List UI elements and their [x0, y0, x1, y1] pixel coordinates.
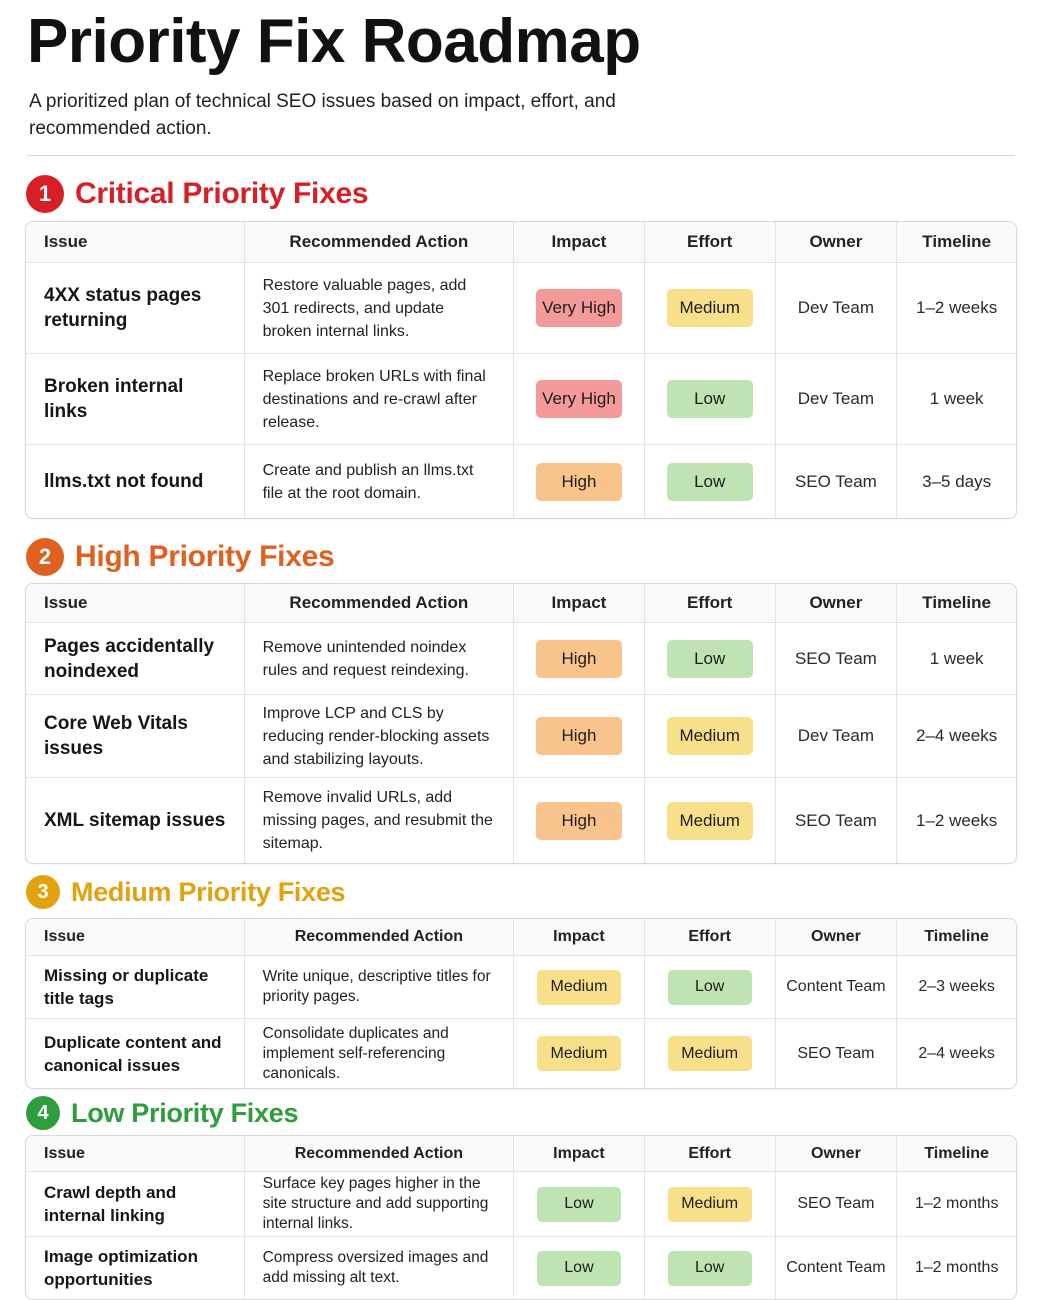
table-row	[26, 1018, 1016, 1088]
cell-action	[244, 695, 513, 777]
column-header-action: Recommended Action	[244, 1136, 513, 1171]
recommended-action: Consolidate duplicates and implement self-referencing canonicals.	[262, 1024, 449, 1082]
table-row	[26, 622, 1016, 694]
cell-owner	[775, 1019, 897, 1088]
column-header-effort: Effort	[644, 584, 775, 622]
cell-timeline	[896, 695, 1016, 777]
cell-issue	[26, 956, 244, 1018]
effort-badge: Medium	[668, 1187, 752, 1222]
cell-impact	[513, 445, 644, 518]
recommended-action: Replace broken URLs with final destinations and re-crawl after release.	[262, 367, 486, 431]
cell-owner	[775, 956, 897, 1018]
cell-action	[244, 623, 513, 694]
effort-badge: Medium	[667, 802, 753, 840]
cell-impact	[513, 695, 644, 777]
cell-impact	[513, 778, 644, 863]
owner-text: SEO Team	[797, 1195, 875, 1212]
owner-text: Dev Team	[797, 726, 874, 745]
issue-name: Image optimization opportunities	[44, 1247, 198, 1289]
title-divider	[27, 155, 1015, 156]
cell-timeline	[896, 778, 1016, 863]
table-row	[26, 1171, 1016, 1236]
cell-action	[244, 1019, 513, 1088]
owner-text: Dev Team	[797, 298, 874, 317]
effort-badge: Low	[668, 1251, 752, 1286]
column-header-issue: Issue	[44, 928, 85, 945]
cell-effort	[644, 1237, 775, 1299]
section-number-badge: 1	[26, 175, 64, 213]
issue-name: Pages accidentally noindexed	[44, 635, 215, 682]
page-title: Priority Fix Roadmap	[27, 7, 641, 76]
column-header-owner: Owner	[775, 919, 897, 955]
column-header-timeline: Timeline	[896, 584, 1016, 622]
recommended-action: Restore valuable pages, add 301 redirects, and update broken internal links.	[262, 276, 467, 340]
table-row	[26, 694, 1016, 777]
timeline-text: 1 week	[929, 648, 984, 668]
impact-badge: Very High	[536, 380, 622, 418]
cell-issue	[26, 445, 244, 518]
cell-issue	[26, 1019, 244, 1088]
owner-text: SEO Team	[794, 648, 877, 668]
column-header-effort: Effort	[644, 222, 775, 262]
impact-badge: Low	[537, 1251, 621, 1286]
issue-name: Broken internal links	[44, 376, 184, 422]
cell-effort	[644, 695, 775, 777]
section-title: High Priority Fixes	[75, 540, 335, 573]
recommended-action: Remove invalid URLs, add missing pages, and resubmit the sitemap.	[262, 789, 493, 852]
cell-action	[244, 956, 513, 1018]
cell-owner	[775, 778, 897, 863]
cell-issue	[26, 1237, 244, 1299]
priority-table	[25, 221, 1017, 519]
recommended-action: Remove unintended noindex rules and request reindexing.	[262, 638, 469, 679]
effort-badge: Medium	[668, 1036, 752, 1071]
issue-name: Missing or duplicate title tags	[44, 966, 209, 1008]
impact-badge: High	[536, 463, 622, 501]
cell-effort	[644, 623, 775, 694]
impact-badge: Medium	[537, 970, 621, 1005]
owner-text: SEO Team	[794, 810, 877, 830]
cell-timeline	[896, 445, 1016, 518]
cell-effort	[644, 263, 775, 353]
timeline-text: 3–5 days	[922, 471, 992, 491]
section-header	[26, 175, 368, 213]
timeline-text: 1–2 weeks	[915, 810, 998, 830]
table-row	[26, 262, 1016, 353]
cell-impact	[513, 1237, 644, 1299]
page-subtitle: A prioritized plan of technical SEO issues based on impact, effort, and recommended action.	[29, 91, 616, 139]
section-title: Low Priority Fixes	[71, 1097, 299, 1128]
effort-badge: Low	[667, 380, 753, 418]
cell-owner	[775, 263, 897, 353]
column-header-owner: Owner	[775, 222, 897, 262]
recommended-action: Create and publish an llms.txt file at the root domain.	[262, 461, 474, 502]
impact-badge: High	[536, 640, 622, 678]
timeline-text: 2–3 weeks	[918, 978, 995, 995]
column-header-impact: Impact	[513, 919, 644, 955]
timeline-text: 2–4 weeks	[918, 1044, 995, 1062]
section-header	[26, 1096, 298, 1130]
timeline-text: 1 week	[929, 389, 984, 408]
cell-effort	[644, 778, 775, 863]
impact-badge: Very High	[536, 289, 622, 327]
cell-effort	[644, 956, 775, 1018]
priority-table	[25, 583, 1017, 864]
column-header-effort: Effort	[644, 919, 775, 955]
issue-name: llms.txt not found	[44, 471, 204, 492]
impact-badge: Medium	[537, 1036, 621, 1071]
table-row	[26, 1236, 1016, 1299]
cell-impact	[513, 1019, 644, 1088]
cell-timeline	[896, 1172, 1016, 1236]
cell-action	[244, 1237, 513, 1299]
table-header-row	[26, 584, 1016, 622]
cell-action	[244, 778, 513, 863]
column-header-owner: Owner	[775, 584, 897, 622]
timeline-text: 1–2 weeks	[915, 298, 998, 317]
issue-name: XML sitemap issues	[44, 810, 226, 831]
cell-impact	[513, 354, 644, 444]
cell-action	[244, 263, 513, 353]
owner-text: SEO Team	[794, 471, 877, 491]
cell-impact	[513, 263, 644, 353]
cell-action	[244, 1172, 513, 1236]
table-header-row	[26, 919, 1016, 955]
cell-effort	[644, 1172, 775, 1236]
issue-name: Core Web Vitals issues	[44, 713, 188, 759]
cell-timeline	[896, 623, 1016, 694]
cell-action	[244, 354, 513, 444]
impact-badge: High	[536, 717, 622, 755]
cell-timeline	[896, 1237, 1016, 1299]
recommended-action: Compress oversized images and add missing alt text.	[262, 1249, 489, 1286]
owner-text: Content Team	[786, 1259, 886, 1276]
timeline-text: 1–2 months	[914, 1195, 999, 1212]
cell-issue	[26, 695, 244, 777]
table-row	[26, 777, 1016, 863]
effort-badge: Medium	[667, 717, 753, 755]
column-header-impact: Impact	[513, 1136, 644, 1171]
column-header-action: Recommended Action	[244, 584, 513, 622]
issue-name: Crawl depth and internal linking	[44, 1183, 177, 1225]
cell-impact	[513, 623, 644, 694]
column-header-owner: Owner	[775, 1136, 897, 1171]
issue-name: 4XX status pages returning	[44, 285, 202, 331]
effort-badge: Low	[668, 970, 752, 1005]
table-header-row	[26, 1136, 1016, 1171]
table-row	[26, 353, 1016, 444]
column-header-timeline: Timeline	[896, 222, 1016, 262]
cell-issue	[26, 623, 244, 694]
cell-effort	[644, 354, 775, 444]
cell-impact	[513, 956, 644, 1018]
recommended-action: Improve LCP and CLS by reducing render-blocking assets and stabilizing layouts.	[262, 704, 490, 768]
section-header	[26, 875, 345, 909]
column-header-impact: Impact	[513, 222, 644, 262]
cell-owner	[775, 695, 897, 777]
effort-badge: Medium	[667, 289, 753, 327]
cell-effort	[644, 445, 775, 518]
column-header-impact: Impact	[513, 584, 644, 622]
owner-text: Dev Team	[797, 389, 874, 408]
impact-badge: Low	[537, 1187, 621, 1222]
recommended-action: Surface key pages higher in the site structure and add supporting internal links.	[262, 1175, 489, 1232]
timeline-text: 2–4 weeks	[915, 726, 998, 745]
cell-issue	[26, 1172, 244, 1236]
cell-timeline	[896, 1019, 1016, 1088]
column-header-timeline: Timeline	[896, 1136, 1016, 1171]
effort-badge: Low	[667, 463, 753, 501]
owner-text: Content Team	[786, 978, 886, 995]
column-header-action: Recommended Action	[244, 222, 513, 262]
cell-owner	[775, 623, 897, 694]
table-header-row	[26, 222, 1016, 262]
cell-owner	[775, 354, 897, 444]
column-header-effort: Effort	[644, 1136, 775, 1171]
priority-table	[25, 1135, 1017, 1300]
cell-timeline	[896, 354, 1016, 444]
column-header-issue: Issue	[44, 593, 88, 612]
cell-issue	[26, 354, 244, 444]
priority-table	[25, 918, 1017, 1089]
table-row	[26, 444, 1016, 518]
cell-timeline	[896, 956, 1016, 1018]
section-header	[26, 538, 334, 576]
table-row	[26, 955, 1016, 1018]
column-header-timeline: Timeline	[896, 919, 1016, 955]
effort-badge: Low	[667, 640, 753, 678]
cell-effort	[644, 1019, 775, 1088]
section-title: Critical Priority Fixes	[75, 177, 369, 210]
section-number-badge: 2	[26, 538, 64, 576]
column-header-issue: Issue	[44, 1144, 85, 1162]
section-number-badge: 3	[26, 875, 60, 909]
cell-owner	[775, 1237, 897, 1299]
cell-timeline	[896, 263, 1016, 353]
section-title: Medium Priority Fixes	[71, 876, 346, 907]
cell-owner	[775, 445, 897, 518]
cell-issue	[26, 778, 244, 863]
cell-action	[244, 445, 513, 518]
recommended-action: Write unique, descriptive titles for priority pages.	[262, 968, 491, 1005]
cell-impact	[513, 1172, 644, 1236]
impact-badge: High	[536, 802, 622, 840]
section-number-badge: 4	[26, 1096, 60, 1130]
column-header-issue: Issue	[44, 232, 88, 251]
timeline-text: 1–2 months	[914, 1259, 999, 1276]
cell-issue	[26, 263, 244, 353]
cell-owner	[775, 1172, 897, 1236]
issue-name: Duplicate content and canonical issues	[44, 1032, 222, 1075]
owner-text: SEO Team	[797, 1044, 875, 1062]
column-header-action: Recommended Action	[244, 919, 513, 955]
